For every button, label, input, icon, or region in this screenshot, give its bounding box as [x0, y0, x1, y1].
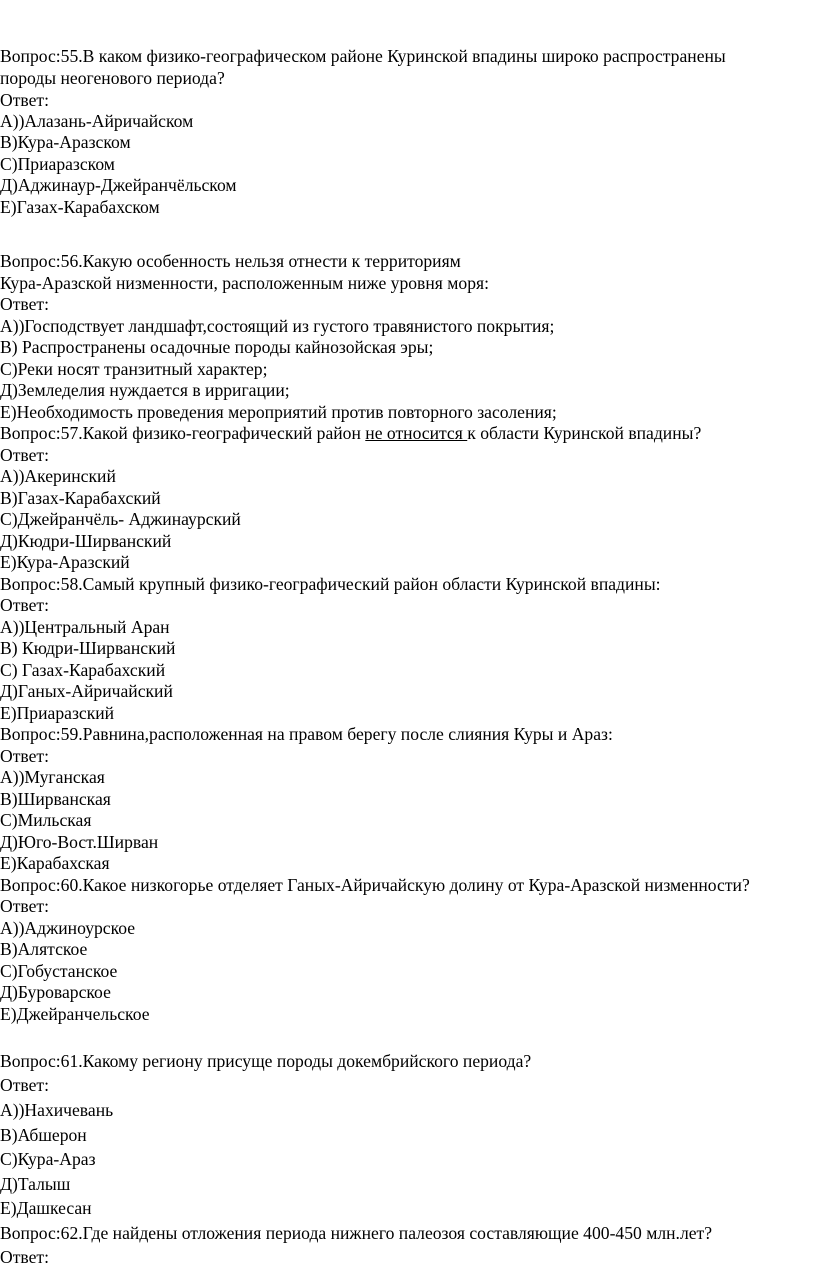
question-57-text-before: Вопрос:57.Какой физико-географический район — [0, 423, 366, 443]
question-60-answer-label: Ответ: — [0, 896, 49, 916]
question-59-option-d: Д)Юго-Вост.Ширван — [0, 832, 159, 852]
question-55-text-line-2: породы неогенового периода? — [0, 68, 225, 88]
question-62-text: Вопрос:62.Где найдены отложения периода нижнего палеозоя составляющие 400-450 млн.лет? — [0, 1223, 713, 1243]
question-55-option-e: Е)Газах-Карабахском — [0, 197, 160, 217]
question-59-option-c: С)Мильская — [0, 810, 92, 830]
question-62-answer-label: Ответ: — [0, 1247, 49, 1267]
question-55-option-b: В)Кура-Аразском — [0, 132, 131, 152]
question-55-option-c: С)Приаразском — [0, 154, 115, 174]
question-58-option-e: Е)Приаразский — [0, 703, 115, 723]
question-55-option-d: Д)Аджинаур-Джейранчёльском — [0, 175, 237, 195]
question-57-text-after: к области Куринской впадины? — [467, 423, 702, 443]
question-61-option-a: А))Нахичевань — [0, 1100, 114, 1120]
question-60-option-a: А))Аджиноурское — [0, 918, 136, 938]
question-56-option-e: Е)Необходимость проведения мероприятий против повторного засоления; — [0, 402, 557, 422]
question-56-answer-label: Ответ: — [0, 294, 49, 314]
question-57-option-e: Е)Кура-Аразский — [0, 552, 130, 572]
question-60-option-b: В)Алятское — [0, 939, 88, 959]
question-55-option-a: А))Алазань-Айричайском — [0, 111, 194, 131]
question-56-text-line-1: Вопрос:56.Какую особенность нельзя отнести к территориям — [0, 251, 461, 271]
question-55-answer-label: Ответ: — [0, 90, 49, 110]
question-59-option-e: Е)Карабахская — [0, 853, 110, 873]
question-61-option-d: Д)Талыш — [0, 1174, 71, 1194]
question-58-answer-label: Ответ: — [0, 595, 49, 615]
question-61-option-e: Е)Дашкесан — [0, 1198, 92, 1218]
question-61-option-c: С)Кура-Араз — [0, 1149, 96, 1169]
question-60-text: Вопрос:60.Какое низкогорье отделяет Ганых-Айричайскую долину от Кура-Аразской низменности? — [0, 875, 750, 895]
question-56-text-line-2: Кура-Аразской низменности, расположенным ниже уровня моря: — [0, 273, 489, 293]
question-60-option-d: Д)Буроварское — [0, 982, 111, 1002]
question-57-text — [0, 422, 701, 444]
question-61-option-b: В)Абшерон — [0, 1125, 87, 1145]
question-60-option-e: Е)Джейранчельское — [0, 1004, 150, 1024]
question-57-option-b: В)Газах-Карабахский — [0, 488, 161, 508]
question-57-option-c: С)Джейранчёль- Аджинаурский — [0, 509, 241, 529]
question-59-text: Вопрос:59.Равнина,расположенная на правом берегу после слияния Куры и Араз: — [0, 724, 613, 744]
question-57-option-d: Д)Кюдри-Ширванский — [0, 531, 172, 551]
question-57-answer-label: Ответ: — [0, 445, 49, 465]
question-57-text-underlined: не относится — [365, 423, 468, 443]
question-61-answer-label: Ответ: — [0, 1075, 49, 1095]
question-58-option-d: Д)Ганых-Айричайский — [0, 681, 173, 701]
question-55-text-line-1: Вопрос:55.В каком физико-географическом районе Куринской впадины широко распространены — [0, 46, 726, 66]
question-59-answer-label: Ответ: — [0, 746, 49, 766]
question-56-option-c: С)Реки носят транзитный характер; — [0, 359, 268, 379]
question-59-option-b: В)Ширванская — [0, 789, 111, 809]
question-56-option-d: Д)Земледелия нуждается в ирригации; — [0, 380, 290, 400]
question-56-option-a: А))Господствует ландшафт,состоящий из густого травянистого покрытия; — [0, 316, 555, 336]
question-58-option-c: С) Газах-Карабахский — [0, 660, 166, 680]
question-61-text: Вопрос:61.Какому региону присуще породы докембрийского периода? — [0, 1051, 532, 1071]
question-58-text: Вопрос:58.Самый крупный физико-географический район области Куринской впадины: — [0, 574, 661, 594]
question-60-option-c: С)Гобустанское — [0, 961, 118, 981]
question-58-option-a: А))Центральный Аран — [0, 617, 170, 637]
question-58-option-b: В) Кюдри-Ширванский — [0, 638, 176, 658]
question-56-option-b: В) Распространены осадочные породы кайнозойская эры; — [0, 337, 434, 357]
question-59-option-a: А))Муганская — [0, 767, 105, 787]
question-57-option-a: А))Акеринский — [0, 466, 116, 486]
